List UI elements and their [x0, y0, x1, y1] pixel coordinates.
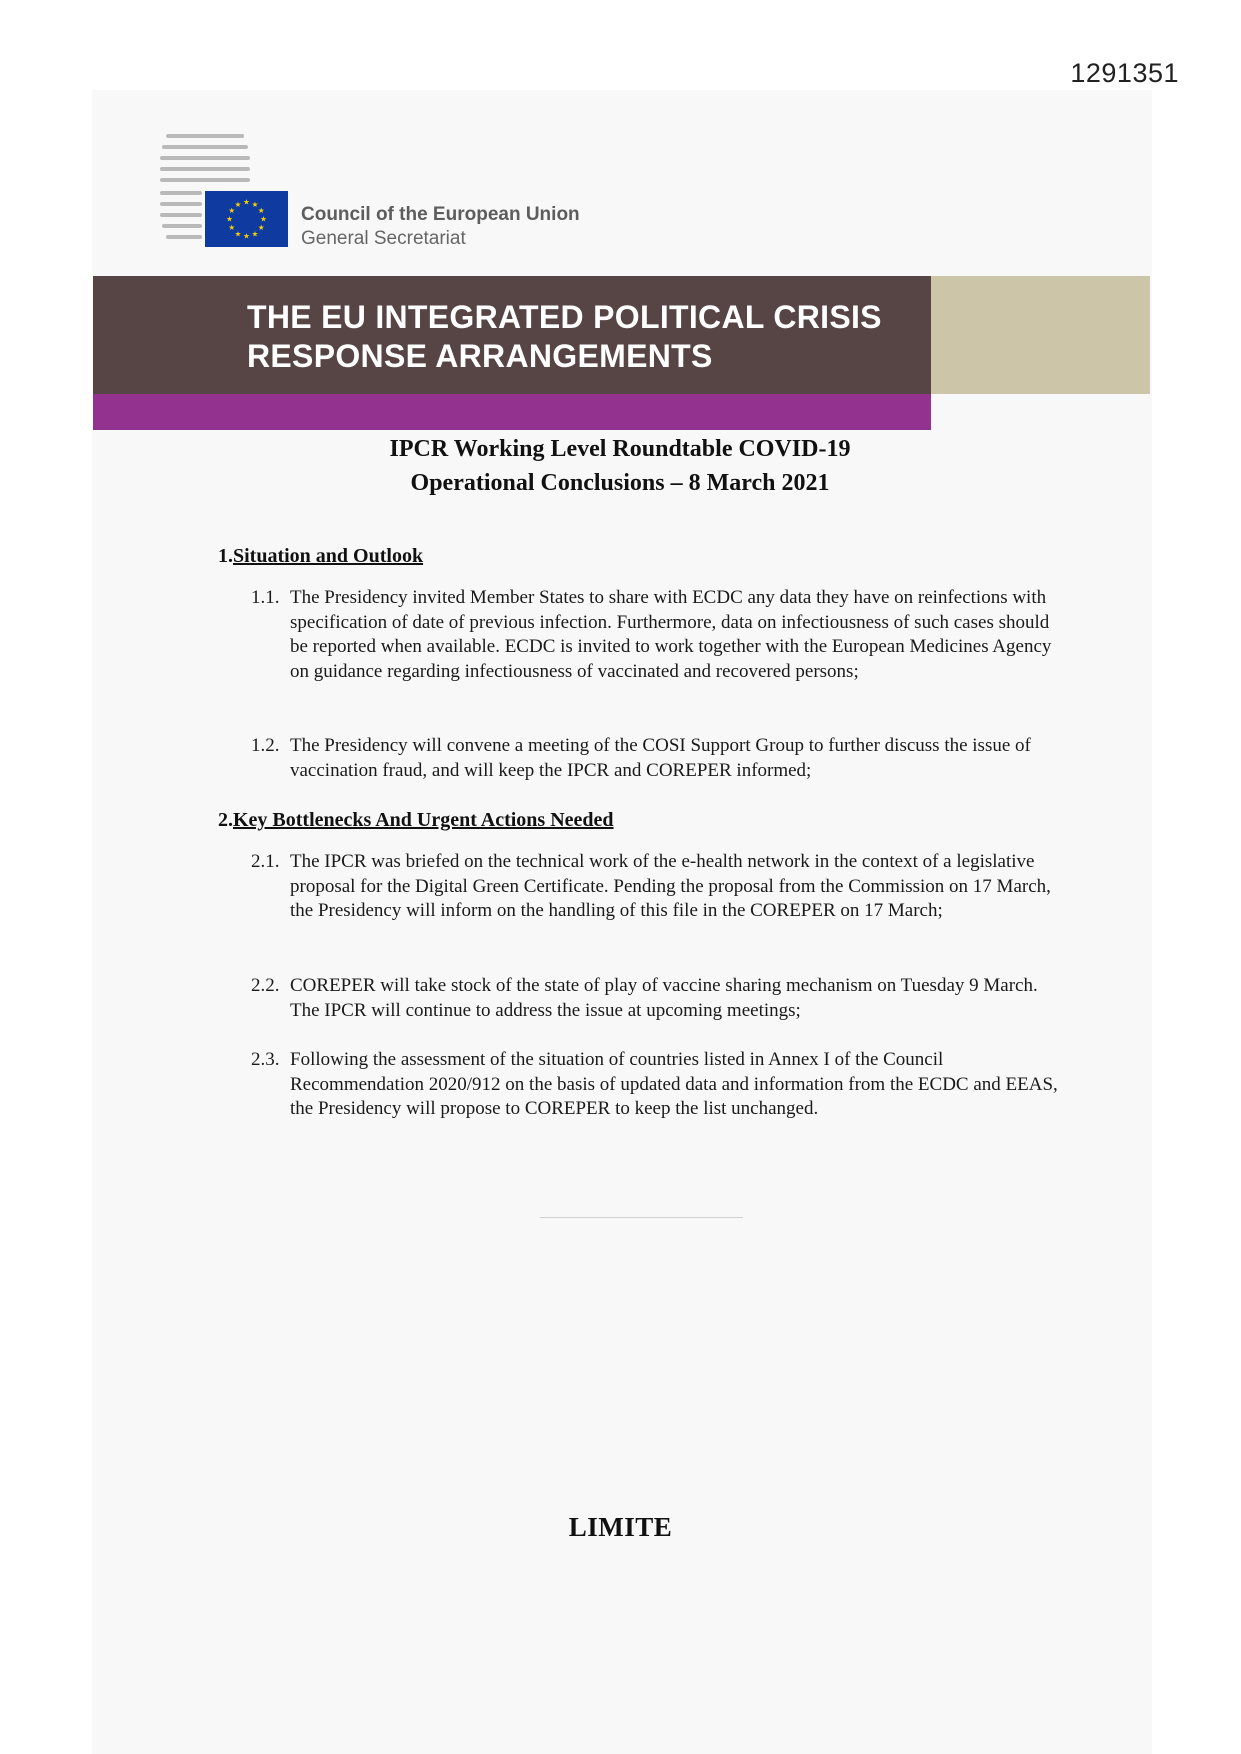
- heading-line1: IPCR Working Level Roundtable COVID-19: [389, 436, 851, 462]
- section-title: [218, 545, 423, 568]
- logo-stripe: [160, 202, 202, 206]
- eu-flag-icon: [205, 191, 288, 247]
- flag-star-icon: ★: [228, 206, 236, 216]
- logo-stripe: [160, 178, 250, 182]
- list-item: [251, 734, 1061, 783]
- logo-stripe: [160, 191, 202, 195]
- flag-star-icon: ★: [251, 229, 259, 239]
- logo-stripe: [160, 167, 250, 171]
- flag-star-icon: ★: [257, 223, 265, 233]
- item-number: 2.1.: [251, 851, 280, 872]
- item-number: 2.3.: [251, 1049, 280, 1070]
- flag-star-icon: ★: [260, 214, 267, 224]
- section-title: [218, 809, 614, 832]
- title-banner: [93, 276, 931, 394]
- divider: [540, 1217, 743, 1218]
- organisation-name-line1: Council of the European Union: [301, 204, 580, 225]
- flag-star-icon: ★: [234, 229, 242, 239]
- banner-title-line1: THE EU INTEGRATED POLITICAL CRISIS: [247, 299, 882, 335]
- section-heading: Key Bottlenecks And Urgent Actions Needed: [233, 809, 614, 831]
- banner-title: [247, 298, 927, 376]
- flag-star-icon: ★: [251, 199, 259, 209]
- item-number: 1.2.: [251, 735, 280, 756]
- document-heading: [320, 432, 920, 500]
- logo-stripe: [160, 156, 250, 160]
- section-number: 1.: [218, 545, 233, 567]
- banner-accent-block: [931, 276, 1150, 394]
- item-text: The Presidency will convene a meeting of the COSI Support Group to further discuss the issue of vaccination fraud, and will keep the IPCR and COREPER informed;: [290, 735, 1031, 781]
- classification-marking: LIMITE: [568, 1512, 673, 1542]
- logo-stripe: [166, 235, 202, 239]
- logo-stripe: [162, 224, 202, 228]
- item-number: 1.1.: [251, 587, 280, 608]
- flag-star-icon: ★: [243, 231, 250, 241]
- item-text: The IPCR was briefed on the technical work of the e-health network in the context of a legislative proposal for the Digital Green Certificate. Pending the proposal from the Commission on 17 March, the Presidency will inform on the handling of this file in the COREPER on 17 March;: [290, 851, 1051, 921]
- organisation-name: [301, 203, 580, 251]
- list-item: [251, 1048, 1061, 1122]
- flag-star-icon: ★: [234, 199, 242, 209]
- organisation-name-line2: General Secretariat: [301, 228, 466, 249]
- flag-star-icon: ★: [228, 223, 236, 233]
- section-heading: Situation and Outlook: [233, 545, 424, 567]
- council-logo: [160, 134, 580, 252]
- flag-star-icon: ★: [257, 206, 265, 216]
- list-item: [251, 850, 1061, 924]
- list-item: [251, 586, 1061, 684]
- banner-purple-bar: [93, 394, 931, 430]
- document-number: 1291351: [1070, 58, 1179, 88]
- flag-star-icon: ★: [226, 214, 233, 224]
- item-number: 2.2.: [251, 975, 280, 996]
- logo-stripe: [162, 145, 248, 149]
- banner-title-line2: RESPONSE ARRANGEMENTS: [247, 338, 713, 374]
- heading-line2: Operational Conclusions – 8 March 2021: [410, 470, 830, 496]
- logo-stripe: [166, 134, 244, 138]
- list-item: [251, 974, 1061, 1023]
- section-number: 2.: [218, 809, 233, 831]
- item-text: Following the assessment of the situation of countries listed in Annex I of the Council Recommendation 2020/912 on the basis of updated data and information from the ECDC and EEAS, the Presidency will propose to COREPER to keep the list unchanged.: [290, 1049, 1058, 1119]
- item-text: The Presidency invited Member States to share with ECDC any data they have on reinfections with specification of date of previous infection. Furthermore, data on infectiousness of such cases should be reported when available. ECDC is invited to work together with the European Medicines Agency on guidance regarding infectiousness of vaccinated and recovered persons;: [290, 587, 1052, 682]
- item-text: COREPER will take stock of the state of play of vaccine sharing mechanism on Tuesday 9 March. The IPCR will continue to address the issue at upcoming meetings;: [290, 975, 1038, 1021]
- flag-star-icon: ★: [243, 197, 250, 207]
- logo-stripe: [160, 213, 202, 217]
